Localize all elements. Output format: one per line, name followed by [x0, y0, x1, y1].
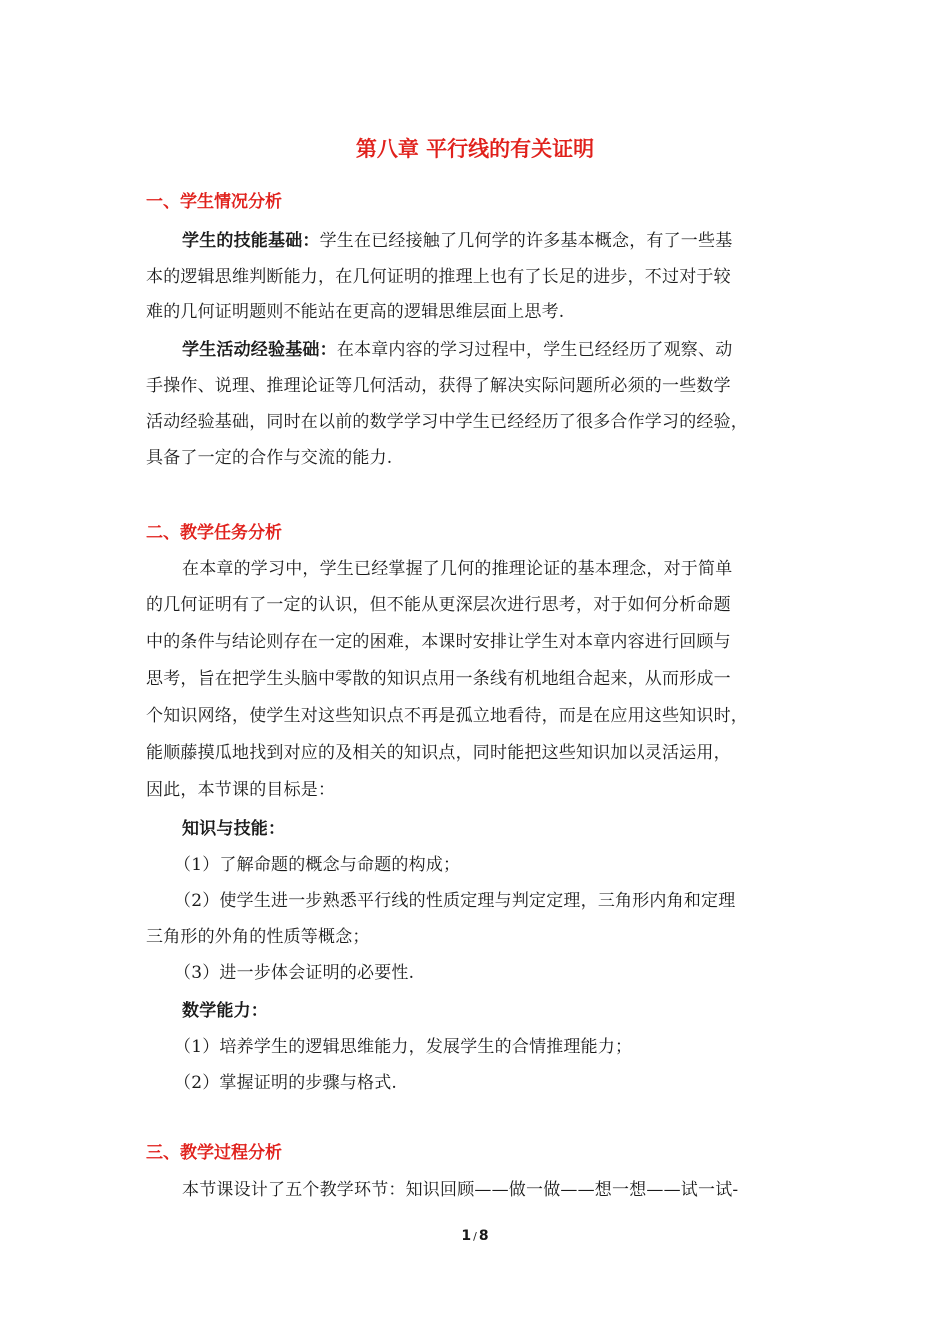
- section2-heading: 二、教学任务分析: [146, 523, 282, 543]
- knowledge-item-2: （2）使学生进一步熟悉平行线的性质定理与判定定理，三角形内角和定理: [174, 891, 736, 911]
- knowledge-item-2-cont: 三角形的外角的性质等概念；: [146, 927, 370, 947]
- s2-para-line-2: 的几何证明有了一定的认识，但不能从更深层次进行思考，对于如何分析命题: [146, 595, 731, 615]
- s2-para-line-3: 中的条件与结论则存在一定的困难，本课时安排让学生对本章内容进行回顾与: [146, 632, 731, 652]
- s2-para-line-1: 在本章的学习中，学生已经掌握了几何的推理论证的基本理念，对于简单: [182, 559, 733, 579]
- s1-p2-line-3: 活动经验基础，同时在以前的数学学习中学生已经经历了很多合作学习的经验，: [146, 412, 748, 432]
- page-number: 1 / 8: [461, 1228, 489, 1244]
- s1-p1-line-2: 本的逻辑思维判断能力，在几何证明的推理上也有了长足的进步，不过对于较: [146, 267, 731, 287]
- section3-heading: 三、教学过程分析: [146, 1143, 282, 1163]
- s1-p2-line-2: 手操作、说理、推理论证等几何活动，获得了解决实际问题所必须的一些数学: [146, 376, 731, 396]
- s3-line-1: 本节课设计了五个教学环节：知识回顾——做一做——想一想——试一试-: [182, 1180, 739, 1200]
- s2-para-line-4: 思考，旨在把学生头脑中零散的知识点用一条线有机地组合起来，从而形成一: [146, 669, 731, 689]
- knowledge-item-3: （3）进一步体会证明的必要性.: [174, 963, 415, 983]
- s1-p1-line-3: 难的几何证明题则不能站在更高的逻辑思维层面上思考.: [146, 302, 565, 322]
- s1-p2-line-1: 学生活动经验基础：在本章内容的学习过程中，学生已经经历了观察、动: [182, 340, 733, 360]
- s1-p1-label: 学生的技能基础：: [182, 231, 320, 251]
- s1-p2-label: 学生活动经验基础：: [182, 340, 337, 360]
- ability-label: 数学能力：: [182, 1001, 268, 1021]
- section1-heading: 一、学生情况分析: [146, 192, 282, 212]
- page-title: 第八章 平行线的有关证明: [355, 137, 595, 161]
- knowledge-item-1: （1）了解命题的概念与命题的构成；: [174, 855, 461, 875]
- ability-item-2: （2）掌握证明的步骤与格式.: [174, 1073, 398, 1093]
- s1-p1-line-1: 学生的技能基础：学生在已经接触了几何学的许多基本概念，有了一些基: [182, 231, 733, 251]
- s2-para-line-6: 能顺藤摸瓜地找到对应的及相关的知识点，同时能把这些知识加以灵活运用，: [146, 743, 731, 763]
- knowledge-label: 知识与技能：: [182, 819, 286, 839]
- s1-p2-line-4: 具备了一定的合作与交流的能力.: [146, 448, 393, 468]
- s2-para-line-5: 个知识网络，使学生对这些知识点不再是孤立地看待，而是在应用这些知识时，: [146, 706, 748, 726]
- ability-item-1: （1）培养学生的逻辑思维能力，发展学生的合情推理能力；: [174, 1037, 633, 1057]
- s2-para-line-7: 因此，本节课的目标是：: [146, 780, 336, 800]
